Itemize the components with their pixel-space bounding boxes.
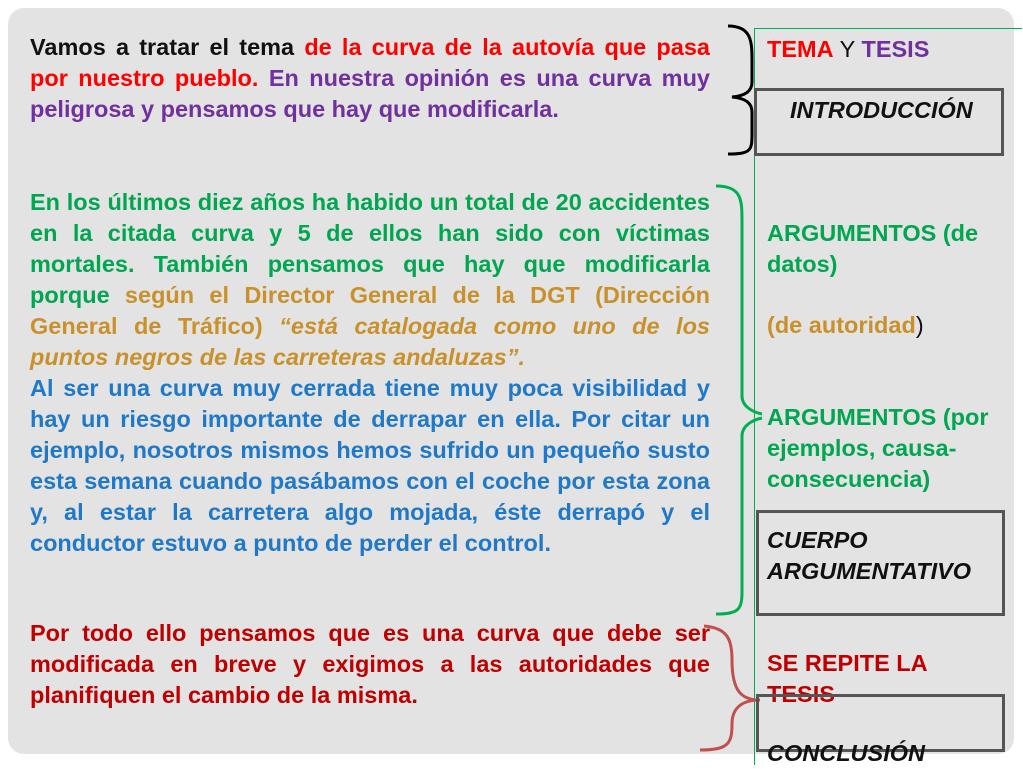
conclusion-label: CONCLUSIÓN <box>767 740 925 766</box>
cuerpo-label-line1: CUERPO <box>767 527 868 553</box>
tema-tesis-label <box>767 34 929 65</box>
intro-theme-prefix: Vamos a tratar el tema <box>30 34 305 60</box>
intro-theme: de la curva de la autovía que pasa por nuestro pueblo. <box>30 34 710 91</box>
body-example-arguments: Al ser una curva muy cerrada tiene muy poca visibilidad y hay un riesgo importante de derrapar en ella. Por citar un ejemplo, nosotros mismos hemos sufrido un pequeño susto esta semana cuando pasábamos con el coche por esta zona y, al estar la carretera algo mojada, éste derrapó y el conductor estuvo a punto de perder el control. <box>30 375 710 556</box>
argumentos-datos-label-line2: datos) <box>767 251 838 277</box>
autoridad-close-paren: ) <box>915 312 924 338</box>
body-authority-source: según el Director General de la DGT (Dirección General de Tráfico) <box>30 282 710 339</box>
tema-label: TEMA <box>767 36 834 62</box>
intro-thesis: En nuestra opinión es una curva muy peligrosa y pensamos que hay que modificarla. <box>30 65 710 122</box>
tesis-label: TESIS <box>861 36 930 62</box>
intro-brace <box>728 26 752 154</box>
argumentos-ejemplos-label-line1: ARGUMENTOS (por <box>767 404 989 430</box>
argumentos-ejemplos-label-line2: ejemplos, causa- <box>767 435 957 461</box>
autoridad-text: (de autoridad <box>767 312 916 338</box>
argumentos-ejemplos-label-line3: consecuencia) <box>767 466 931 492</box>
closing-text: Por todo ello pensamos que es una curva que debe ser modificada en breve y exigimos a las autoridades que planifiquen el cambio de la misma. <box>30 620 710 708</box>
body-brace-upper <box>716 186 762 414</box>
body-authority-quote: “está catalogada como uno de los puntos negros de las carreteras andaluzas”. <box>30 313 710 370</box>
body-data-arguments: En los últimos diez años ha habido un total de 20 accidentes en la citada curva y 5 de ellos han sido con víctimas mortales. También pensamos que hay que modificarla porque <box>30 189 710 308</box>
y-label: Y <box>833 36 862 62</box>
repite-tesis-label-line2: TESIS <box>767 681 835 707</box>
cuerpo-label-line2: ARGUMENTATIVO <box>767 558 972 584</box>
closing-brace <box>700 626 760 750</box>
introduccion-label: INTRODUCCIÓN <box>790 97 973 123</box>
autoridad-label <box>767 310 924 341</box>
argumentos-datos-label-line1: ARGUMENTOS (de <box>767 220 979 246</box>
repite-tesis-label-line1: SE REPITE LA <box>767 650 928 676</box>
